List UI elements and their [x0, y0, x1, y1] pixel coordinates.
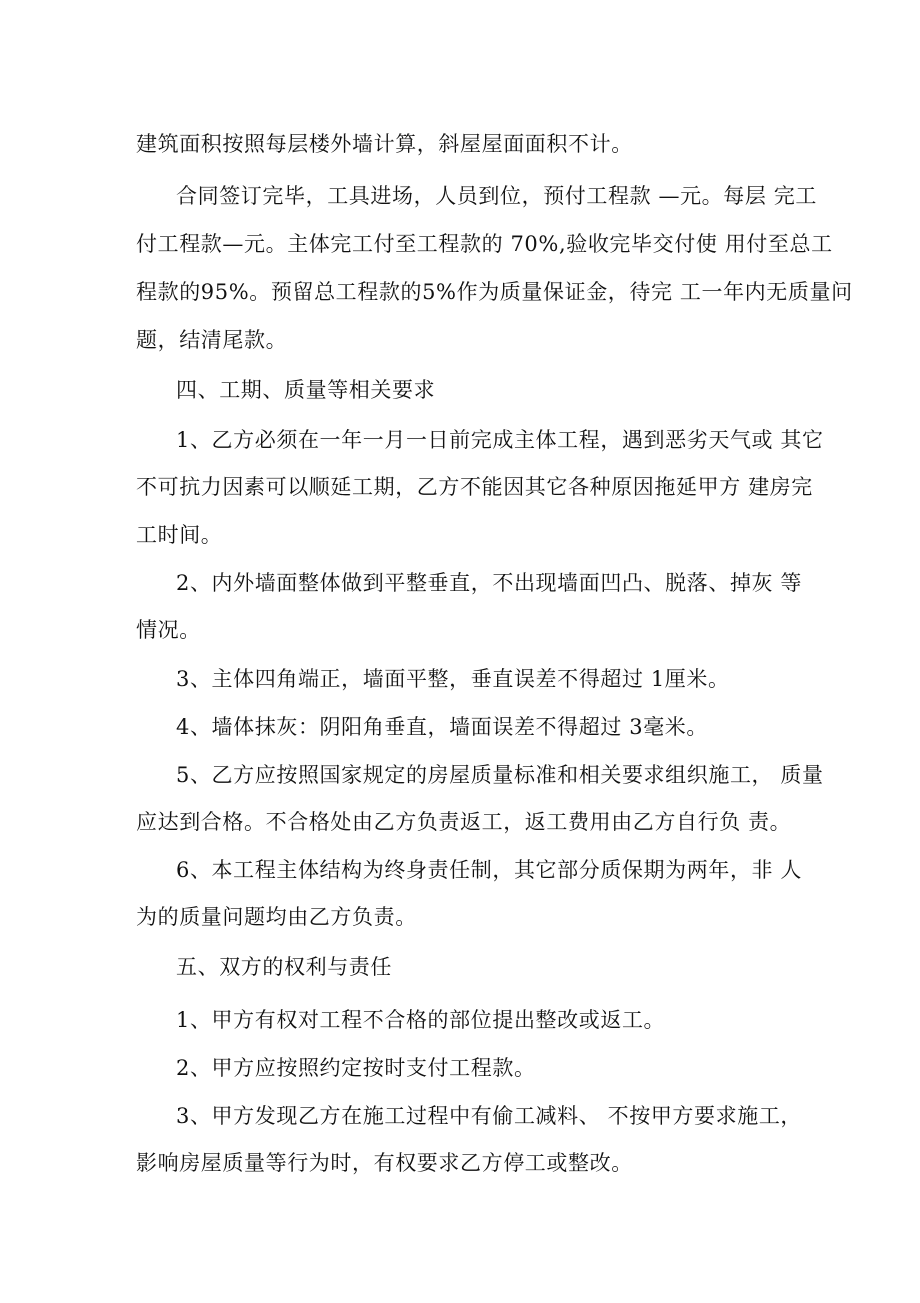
list-item-line: 工时间。 — [136, 523, 223, 547]
paragraph-line: 建筑面积按照每层楼外墙计算，斜屋屋面面积不计。 — [136, 132, 633, 156]
list-item-line: 6、本工程主体结构为终身责任制，其它部分质保期为两年，非 人 — [176, 858, 803, 882]
list-item-line: 3、甲方发现乙方在施工过程中有偷工减料、 不按甲方要求施工， — [176, 1104, 803, 1128]
list-item-line: 5、乙方应按照国家规定的房屋质量标准和相关要求组织施工， 质量 — [176, 763, 824, 787]
paragraph-line: 题，结清尾款。 — [136, 328, 288, 352]
paragraph-line: 程款的95%。预留总工程款的5%作为质量保证金，待完 工一年内无质量问 — [136, 280, 853, 304]
list-item-line: 应达到合格。不合格处由乙方负责返工，返工费用由乙方自行负 责。 — [136, 810, 792, 834]
paragraph-line: 付工程款—元。主体完工付至工程款的 70%,验收完毕交付使 用付至总工 — [136, 232, 833, 256]
list-item-line: 2、甲方应按照约定按时支付工程款。 — [176, 1056, 536, 1080]
list-item-line: 为的质量问题均由乙方负责。 — [136, 905, 417, 929]
list-item-line: 1、甲方有权对工程不合格的部位提出整改或返工。 — [176, 1008, 666, 1032]
section-heading: 四、工期、质量等相关要求 — [176, 378, 436, 402]
list-item-line: 情况。 — [136, 618, 201, 642]
list-item-line: 2、内外墙面整体做到平整垂直，不出现墙面凹凸、脱落、掉灰 等 — [176, 571, 803, 595]
list-item-line: 3、主体四角端正，墙面平整，垂直误差不得超过 1厘米。 — [176, 667, 730, 691]
list-item-line: 4、墙体抹灰：阴阳角垂直，墙面误差不得超过 3毫米。 — [176, 715, 708, 739]
paragraph-line: 合同签订完毕，工具进场，人员到位，预付工程款 —元。每层 完工 — [176, 184, 817, 208]
list-item-line: 不可抗力因素可以顺延工期，乙方不能因其它各种原因拖延甲方 建房完 — [136, 475, 813, 499]
list-item-line: 影响房屋质量等行为时，有权要求乙方停工或整改。 — [136, 1151, 633, 1175]
list-item-line: 1、乙方必须在一年一月一日前完成主体工程，遇到恶劣天气或 其它 — [176, 428, 824, 452]
section-heading: 五、双方的权利与责任 — [176, 955, 392, 979]
